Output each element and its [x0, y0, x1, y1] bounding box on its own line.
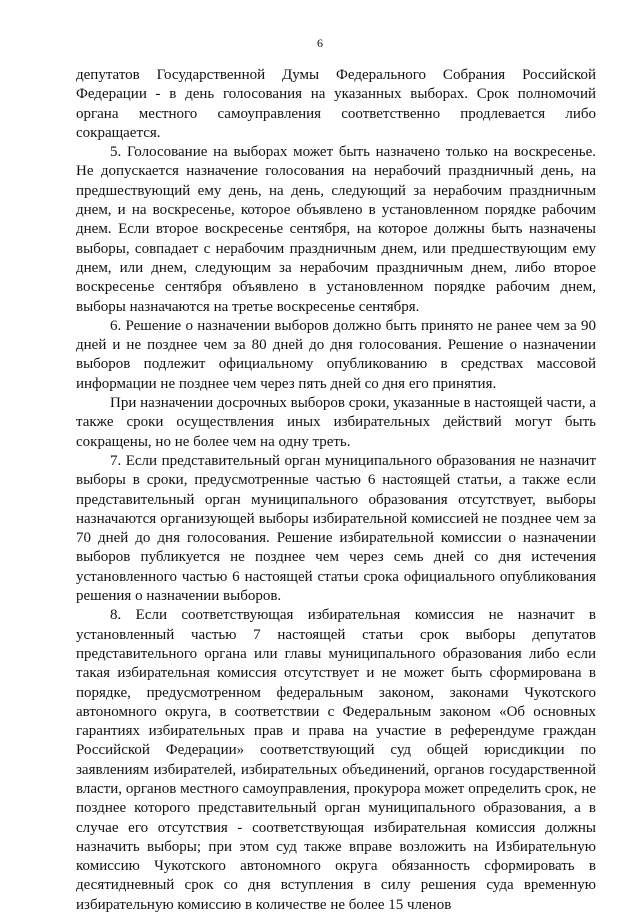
paragraph-6-early-elections: При назначении досрочных выборов сроки, указанные в настоящей части, а также сроки осуществления иных избирательных действий могут быть сокращены, но не более чем на одну треть.: [76, 395, 596, 450]
page-number: 6: [317, 36, 323, 50]
paragraph-7: 7. Если представительный орган муниципального образования не назначит выборы в сроки, предусмотренные частью 6 настоящей статьи, а также если представительный орган муниципального образования отсутствует, выборы назначаются организующей выборы избирательной комиссией не позднее чем за 70 дней до дня голосования. Решение избирательной комиссии о назначении выборов публикуется не позднее чем через семь дней со дня истечения установленного частью 6 настоящей статьи срока официального опубликования решения о назначении выборов.: [76, 452, 596, 605]
paragraph-continuation: депутатов Государственной Думы Федерального Собрания Российской Федерации - в день голосования на указанных выборах. Срок полномочий органа местного самоуправления соответственно продлевается либо сокращается.: [76, 67, 596, 141]
paragraph-8: 8. Если соответствующая избирательная комиссия не назначит в установленный частью 7 настоящей статьи срок выборы депутатов представительного органа или главы муниципального образования либо если такая избирательная комиссия отсутствует и не может быть сформирована в порядке, предусмотренном федеральным законом, законами Чукотского автономного округа, в соответствии с Федеральным законом «Об основных гарантиях избирательных прав и права на участие в референдуме граждан Российской Федерации» соответствующий суд общей юрисдикции по заявлениям избирателей, избирательных объединений, органов государственной власти, органов местного самоуправления, прокурора может определить срок, не позднее которого представительный орган муниципального образования, а в случае его отсутствия - соответствующая избирательная комиссия должны назначить выборы; при этом суд также вправе возложить на Избирательную комиссию Чукотского автономного округа обязанность сформировать в десятидневный срок со дня вступления в силу решения суда временную избирательную комиссию в количестве не более 15 членов: [76, 607, 596, 913]
document-body: [76, 66, 596, 915]
paragraph-6: 6. Решение о назначении выборов должно быть принято не ранее чем за 90 дней и не позднее чем за 80 дней до дня голосования. Решение о назначении выборов подлежит официальному опубликованию в средствах массовой информации не позднее чем через пять дней со дня его принятия.: [76, 317, 596, 392]
paragraph-5: 5. Голосование на выборах может быть назначено только на воскресенье. Не допускается назначение голосования на нерабочий праздничный день, на предшествующий ему день, на день, следующий за нерабочим праздничным днем, и на воскресенье, которое объявлено в установленном порядке рабочим днем. Если второе воскресенье сентября, на которое должны быть назначены выборы, совпадает с нерабочим праздничным днем, или предшествующим ему днем, или днем, следующим за нерабочим праздничным днем, либо второе воскресенье сентября объявлено в установленном порядке рабочим днем, выборы назначаются на третье воскресенье сентября.: [76, 144, 596, 315]
